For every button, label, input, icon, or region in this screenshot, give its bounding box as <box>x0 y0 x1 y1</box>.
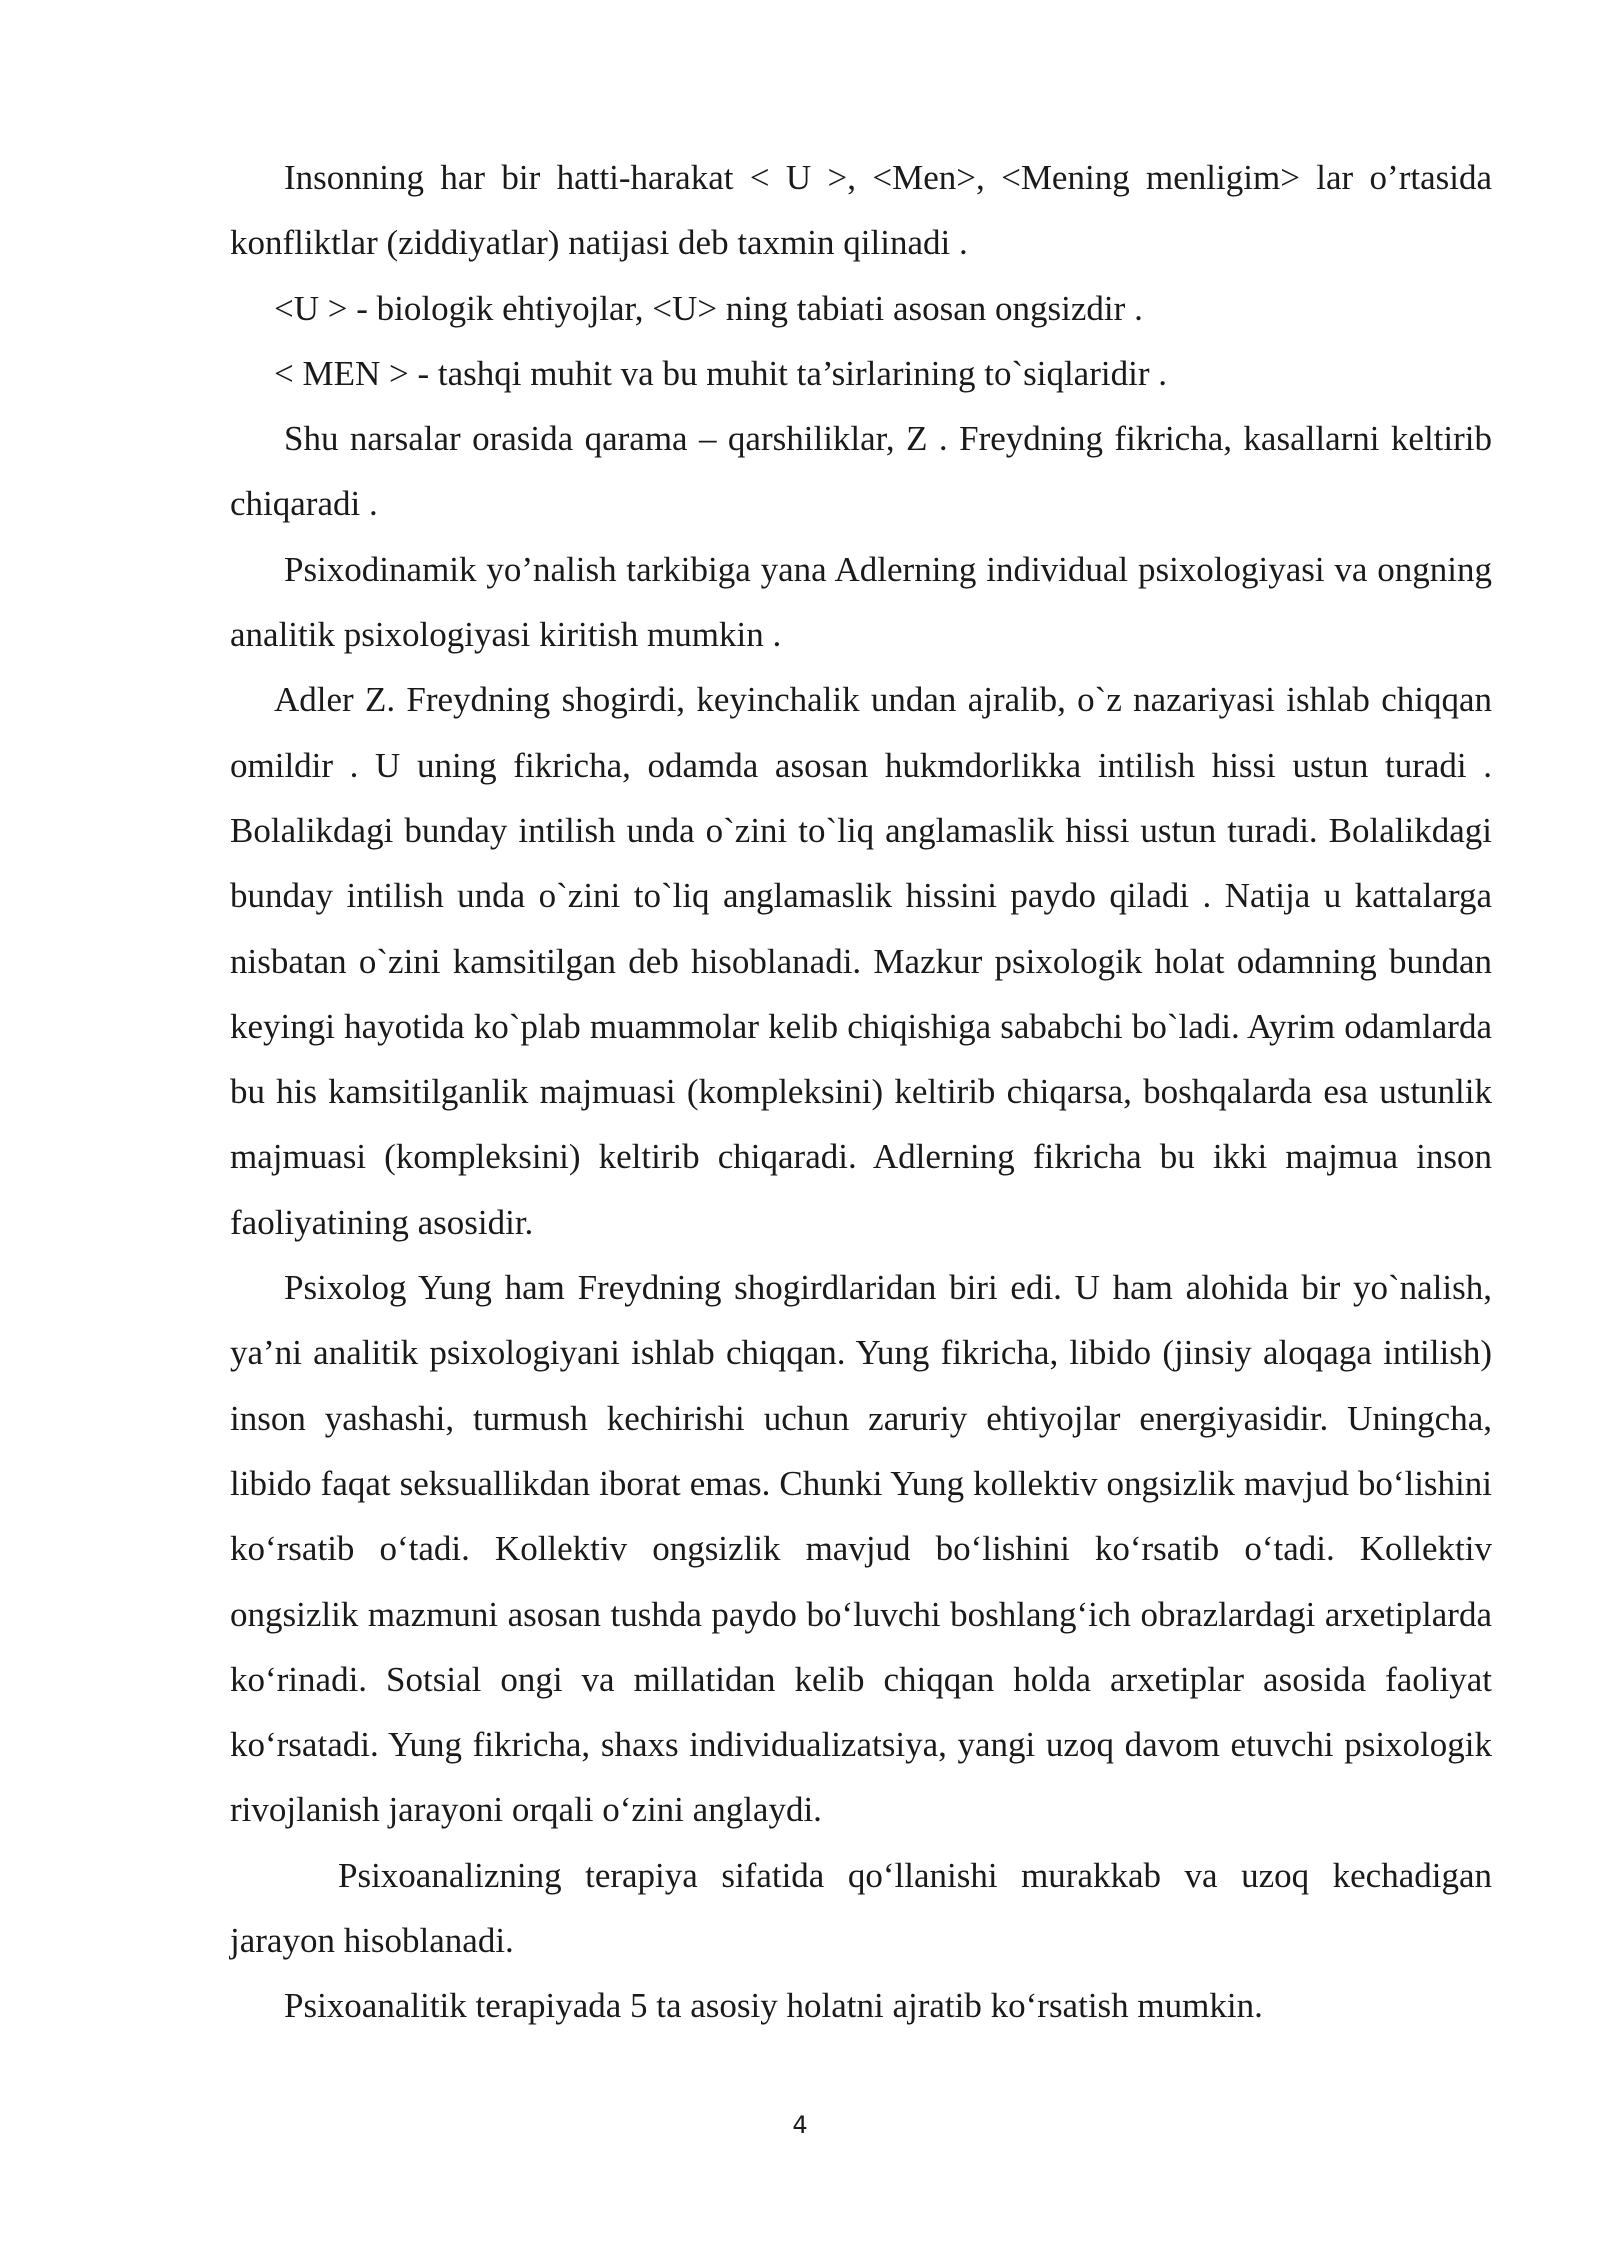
paragraph-conflicts: Insonning har bir hatti-harakat < U >, <Men>, <Mening menligim> lar o’rtasida konfliktlar (ziddiyatlar) natijasi deb taxmin qilinadi . <box>230 158 1492 263</box>
paragraph-psychodynamic: Psixodinamik yo’nalish tarkibiga yana Adlerning individual psixologiyasi va ongning analitik psixologiyasi kiritish mumkin . <box>230 549 1492 655</box>
paragraph-psychoanalysis-therapy: Psixoanalizning terapiya sifatida qo‘llanishi murakkab va uzoq kechadigan jarayon hisoblanadi. <box>230 1855 1492 1961</box>
paragraph-u-definition: <U > - biologik ehtiyojlar, <U> ning tabiati asosan ongsizdir . <box>274 288 1143 328</box>
paragraph-jung: Psixolog Yung ham Freydning shogirdlaridan biri edi. U ham alohida bir yo`nalish, ya’ni analitik psixologiyani ishlab chiqqan. Yung fikricha, libido (jinsiy aloqaga intilish) inson yashashi, turmush kechirishi uchun zaruriy ehtiyojlar energiyasidir. Uningcha, libido faqat seksuallikdan iborat emas. Chunki Yung kollektiv ongsizlik mavjud bo‘lishini ko‘rsatib o‘tadi. Kollektiv ongsizlik mavjud bo‘lishini ko‘rsatib o‘tadi. Kollektiv ongsizlik mazmuni asosan tushda paydo bo‘luvchi boshlang‘ich obrazlardagi arxetiplarda ko‘rinadi. Sotsial ongi va millatidan kelib chiqqan holda arxetiplar asosida faoliyat ko‘rsatadi. Yung fikricha, shaxs individualizatsiya, yangi uzoq davom etuvchi psixologik rivojlanish jarayoni orqali o‘zini anglaydi. <box>230 1268 1492 1830</box>
paragraph-men-definition: < MEN > - tashqi muhit va bu muhit ta’sirlarining to`siqlaridir . <box>274 353 1167 393</box>
paragraph-contradictions: Shu narsalar orasida qarama – qarshiliklar, Z . Freydning fikricha, kasallarni keltirib chiqaradi . <box>230 419 1492 524</box>
paragraph-adler: Adler Z. Freydning shogirdi, keyinchalik undan ajralib, o`z nazariyasi ishlab chiqqan omildir . U uning fikricha, odamda asosan hukmdorlikka intilish hissi ustun turadi . Bolalikdagi bunday intilish unda o`zini to`liq anglamaslik hissi ustun turadi. Bolalikdagi bunday intilish unda o`zini to`liq anglamaslik hissini paydo qiladi . Natija u kattalarga nisbatan o`zini kamsitilgan deb hisoblanadi. Mazkur psixologik holat odamning bundan keyingi hayotida ko`plab muammolar kelib chiqishiga sababchi bo`ladi. Ayrim odamlarda bu his kamsitilganlik majmuasi (kompleksini) keltirib chiqarsa, boshqalarda esa ustunlik majmuasi (kompleksini) keltirib chiqaradi. Adlerning fikricha bu ikki majmua inson faoliyatining asosidir. <box>230 680 1492 1242</box>
page-number: 4 <box>792 2111 808 2139</box>
page-body <box>230 145 1492 2039</box>
paragraph-five-states: Psixoanalitik terapiyada 5 ta asosiy holatni ajratib ko‘rsatish mumkin. <box>284 1986 1263 2026</box>
